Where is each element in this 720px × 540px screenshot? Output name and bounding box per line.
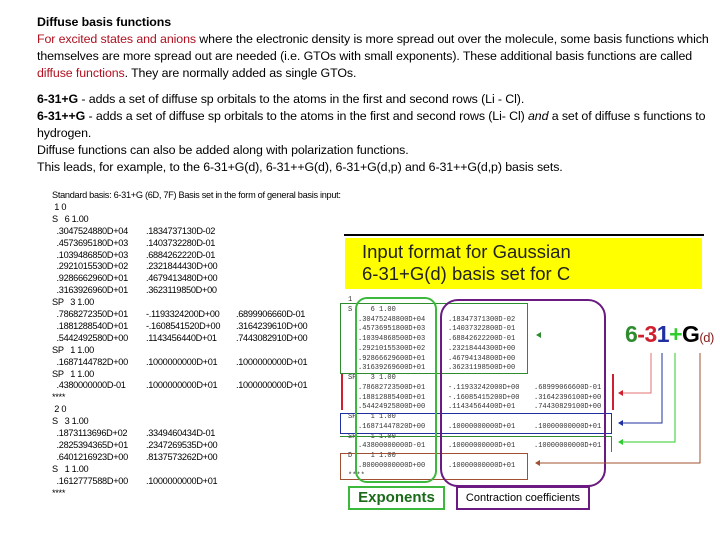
- code-cell: .14037322800D-01: [448, 325, 516, 334]
- listing-cell: .3623119850D+00: [146, 285, 217, 296]
- basis-6: 6: [625, 321, 638, 347]
- basis-3: 3: [644, 321, 657, 347]
- figure-title-line2: 6-31+G(d) basis set for C: [362, 263, 571, 284]
- listing-cell: .4380000000D-01: [52, 380, 126, 391]
- listing-cell: SP 3 1.00: [52, 297, 94, 308]
- listing-cell: .9286662960D+01: [52, 273, 128, 284]
- code-cell: .30475248800D+04: [358, 315, 426, 324]
- listing-cell: S 3 1.00: [52, 416, 89, 427]
- code-cell: .92866629600D+01: [358, 354, 426, 363]
- code-cell: .10000000000D+01: [534, 422, 602, 431]
- listing-cell: .1834737130D-02: [146, 225, 216, 236]
- listing-cell: .1000000000D+01: [236, 356, 308, 367]
- listing-cell: .2321844430D+00: [146, 261, 218, 272]
- text: . They are normally added as single GTOs.: [124, 66, 357, 80]
- code-cell: .18812885400D+01: [358, 393, 426, 402]
- listing-cell: .1873113696D+02: [52, 428, 128, 438]
- line-examples: This leads, for example, to the 6-31+G(d), 6-31++G(d), 6-31+G(d,p) and 6-31++G(d,p) basis sets.: [37, 160, 563, 174]
- code-cell: 3 1.00: [358, 374, 396, 382]
- code-cell: .31639269600D+01: [358, 364, 426, 373]
- arrowhead-6: [618, 390, 623, 396]
- code-cell: -.11933242000D+00: [448, 383, 520, 392]
- section-title: Diffuse basis functions: [37, 15, 172, 29]
- listing-cell: .4573695180D+03: [52, 237, 128, 248]
- code-cell: 6 1.00: [358, 305, 396, 314]
- listing-cell: S 1 1.00: [52, 463, 89, 474]
- listing-cell: .6884262220D-01: [146, 249, 216, 260]
- listing-cell: .3163926960D+01: [52, 285, 128, 296]
- listing-cell: ****: [52, 392, 66, 403]
- listing-cell: -.1608541520D+00: [146, 320, 221, 331]
- code-cell: D: [348, 452, 353, 460]
- code-cell: .68842622200D-01: [448, 335, 516, 343]
- listing-cell: ****: [52, 487, 66, 498]
- arrow-plus: [620, 353, 675, 442]
- code-cell: .11434564400D+01: [448, 403, 516, 412]
- listing-cell: .1881288540D+01: [52, 320, 128, 331]
- code-cell: .46794134800D+00: [448, 354, 516, 363]
- code-cell: .80000000000D+00: [358, 461, 426, 470]
- text: - adds a set of diffuse sp orbitals to the atoms in the first and second rows (Li - Cl).: [78, 92, 525, 106]
- listing-cell: -.1193324200D+00: [146, 309, 220, 319]
- listing-cell: .1000000000D+01: [146, 380, 218, 391]
- line-polarization: Diffuse functions can also be added along with polarization functions.: [37, 143, 409, 157]
- listing-cell: 1 0: [52, 201, 67, 212]
- paragraph-diffuse: [37, 31, 717, 82]
- listing-cell: 2 0: [52, 404, 67, 415]
- line-631g: [37, 91, 717, 108]
- code-cell: 1 1.00: [358, 452, 396, 460]
- code-cell: .29210155300D+02: [358, 344, 426, 353]
- listing-cell: SP 1 1.00: [52, 368, 94, 379]
- listing-cell: .1000000000D+01: [146, 475, 218, 486]
- contraction-label: Contraction coefficients: [456, 486, 590, 510]
- listing-cell: .4679413480D+00: [146, 273, 218, 284]
- listing-cell: .3047524880D+04: [52, 225, 128, 236]
- code-cell: -.16085415200D+00: [448, 393, 520, 402]
- basis-dash: -: [637, 321, 645, 347]
- code-cell: SP: [348, 432, 357, 441]
- code-cell: .16871447820D+00: [358, 422, 426, 431]
- basis-d: (d): [699, 330, 714, 345]
- arrowhead-plus: [618, 439, 623, 445]
- listing-cell: .1039486850D+03: [52, 249, 128, 260]
- code-cell: .10000000000D+01: [448, 461, 516, 470]
- intro-text: [37, 14, 717, 176]
- listing-cell: .1143456440D+01: [146, 332, 217, 343]
- basis-1: 1: [656, 321, 670, 347]
- listing-cell: .6899906660D-01: [236, 309, 306, 319]
- code-cell: .18347371300D-02: [448, 315, 516, 324]
- highlight: For excited states and anions: [37, 32, 196, 46]
- line-631ppg: [37, 108, 717, 142]
- code-cell: .10000000000D+01: [534, 442, 602, 451]
- listing-cell: S 6 1.00: [52, 213, 89, 224]
- gaussian-input-figure: [330, 233, 720, 513]
- basis-label: 6-31+G: [37, 92, 79, 106]
- listing-cell: .2347269535D+00: [146, 439, 218, 450]
- code-cell: 1 1.00: [358, 413, 396, 421]
- listing-cell: .3164239610D+00: [236, 320, 308, 331]
- code-cell: .10000000000D+01: [448, 422, 516, 431]
- listing-cell: .8137573262D+00: [146, 451, 218, 462]
- code-cell: ****: [348, 471, 365, 480]
- listing-cell: .1403732280D-01: [146, 237, 216, 248]
- listing-cell: .6401216923D+00: [52, 451, 128, 462]
- code-cell: .10394868500D+03: [358, 335, 426, 343]
- text: - adds a set of diffuse sp orbitals to the atoms in the first and second rows (Li- Cl): [85, 109, 528, 123]
- arrow-d: [537, 353, 700, 463]
- listing-cell: Standard basis: 6-31+G (6D, 7F) Basis set in the form of general basis input:: [52, 190, 341, 200]
- code-cell: .36231198500D+00: [448, 364, 516, 373]
- listing-cell: .1000000000D+01: [146, 356, 218, 367]
- code-cell: .68999066600D-01: [534, 383, 602, 392]
- arrowhead-31: [618, 420, 623, 426]
- connector-arrows: [330, 233, 720, 513]
- code-cell: .10000000000D+01: [448, 442, 516, 451]
- exponents-label: Exponents: [348, 486, 445, 510]
- arrow-6: [620, 353, 651, 393]
- basis-label: 6-31++G: [37, 109, 86, 123]
- arrowhead-d: [535, 460, 540, 466]
- code-cell: .78682723500D+01: [358, 383, 426, 392]
- listing-cell: .3349460434D-01: [146, 428, 216, 438]
- code-cell: .23218444300D+00: [448, 344, 516, 353]
- basis-plus: +: [669, 321, 682, 347]
- code-cell: .43800000000D-01: [358, 442, 426, 451]
- code-cell: .54424925800D+00: [358, 403, 426, 412]
- basis-g: G: [682, 321, 700, 347]
- listing-cell: SP 1 1.00: [52, 344, 94, 355]
- text: and: [527, 109, 549, 123]
- listing-cell: .1000000000D+01: [236, 380, 308, 391]
- code-cell: 1 1.00: [358, 432, 396, 441]
- text: a set of diffuse s functions to hydrogen.: [37, 109, 706, 140]
- code-cell: .31642396100D+00: [534, 393, 602, 402]
- code-cell: S: [348, 305, 353, 314]
- listing-cell: .5442492580D+00: [52, 332, 128, 343]
- text: where the electronic density is more spread out over the molecule, some basis functions which themselves are more spread out are needed (i.e. GTOs with small exponents). These additional basis functions are called: [37, 32, 709, 63]
- arrow-31: [620, 353, 662, 423]
- listing-cell: .7443082910D+00: [236, 332, 308, 343]
- highlight: diffuse functions: [37, 66, 125, 80]
- code-cell: .45736951800D+03: [358, 325, 426, 334]
- listing-cell: .7868272350D+01: [52, 309, 128, 319]
- figure-title-line1: Input format for Gaussian: [362, 241, 571, 262]
- listing-cell: .1687144782D+00: [52, 356, 128, 367]
- code-cell: SP: [348, 374, 357, 382]
- listing-cell: .1612777588D+00: [52, 475, 128, 486]
- code-cell: 1: [348, 296, 353, 304]
- code-cell: SP: [348, 413, 357, 421]
- code-cell: .74430829100D+00: [534, 403, 602, 412]
- arrowhead-s: [536, 332, 541, 338]
- listing-cell: .2921015530D+02: [52, 261, 128, 272]
- listing-cell: .2825394365D+01: [52, 439, 128, 450]
